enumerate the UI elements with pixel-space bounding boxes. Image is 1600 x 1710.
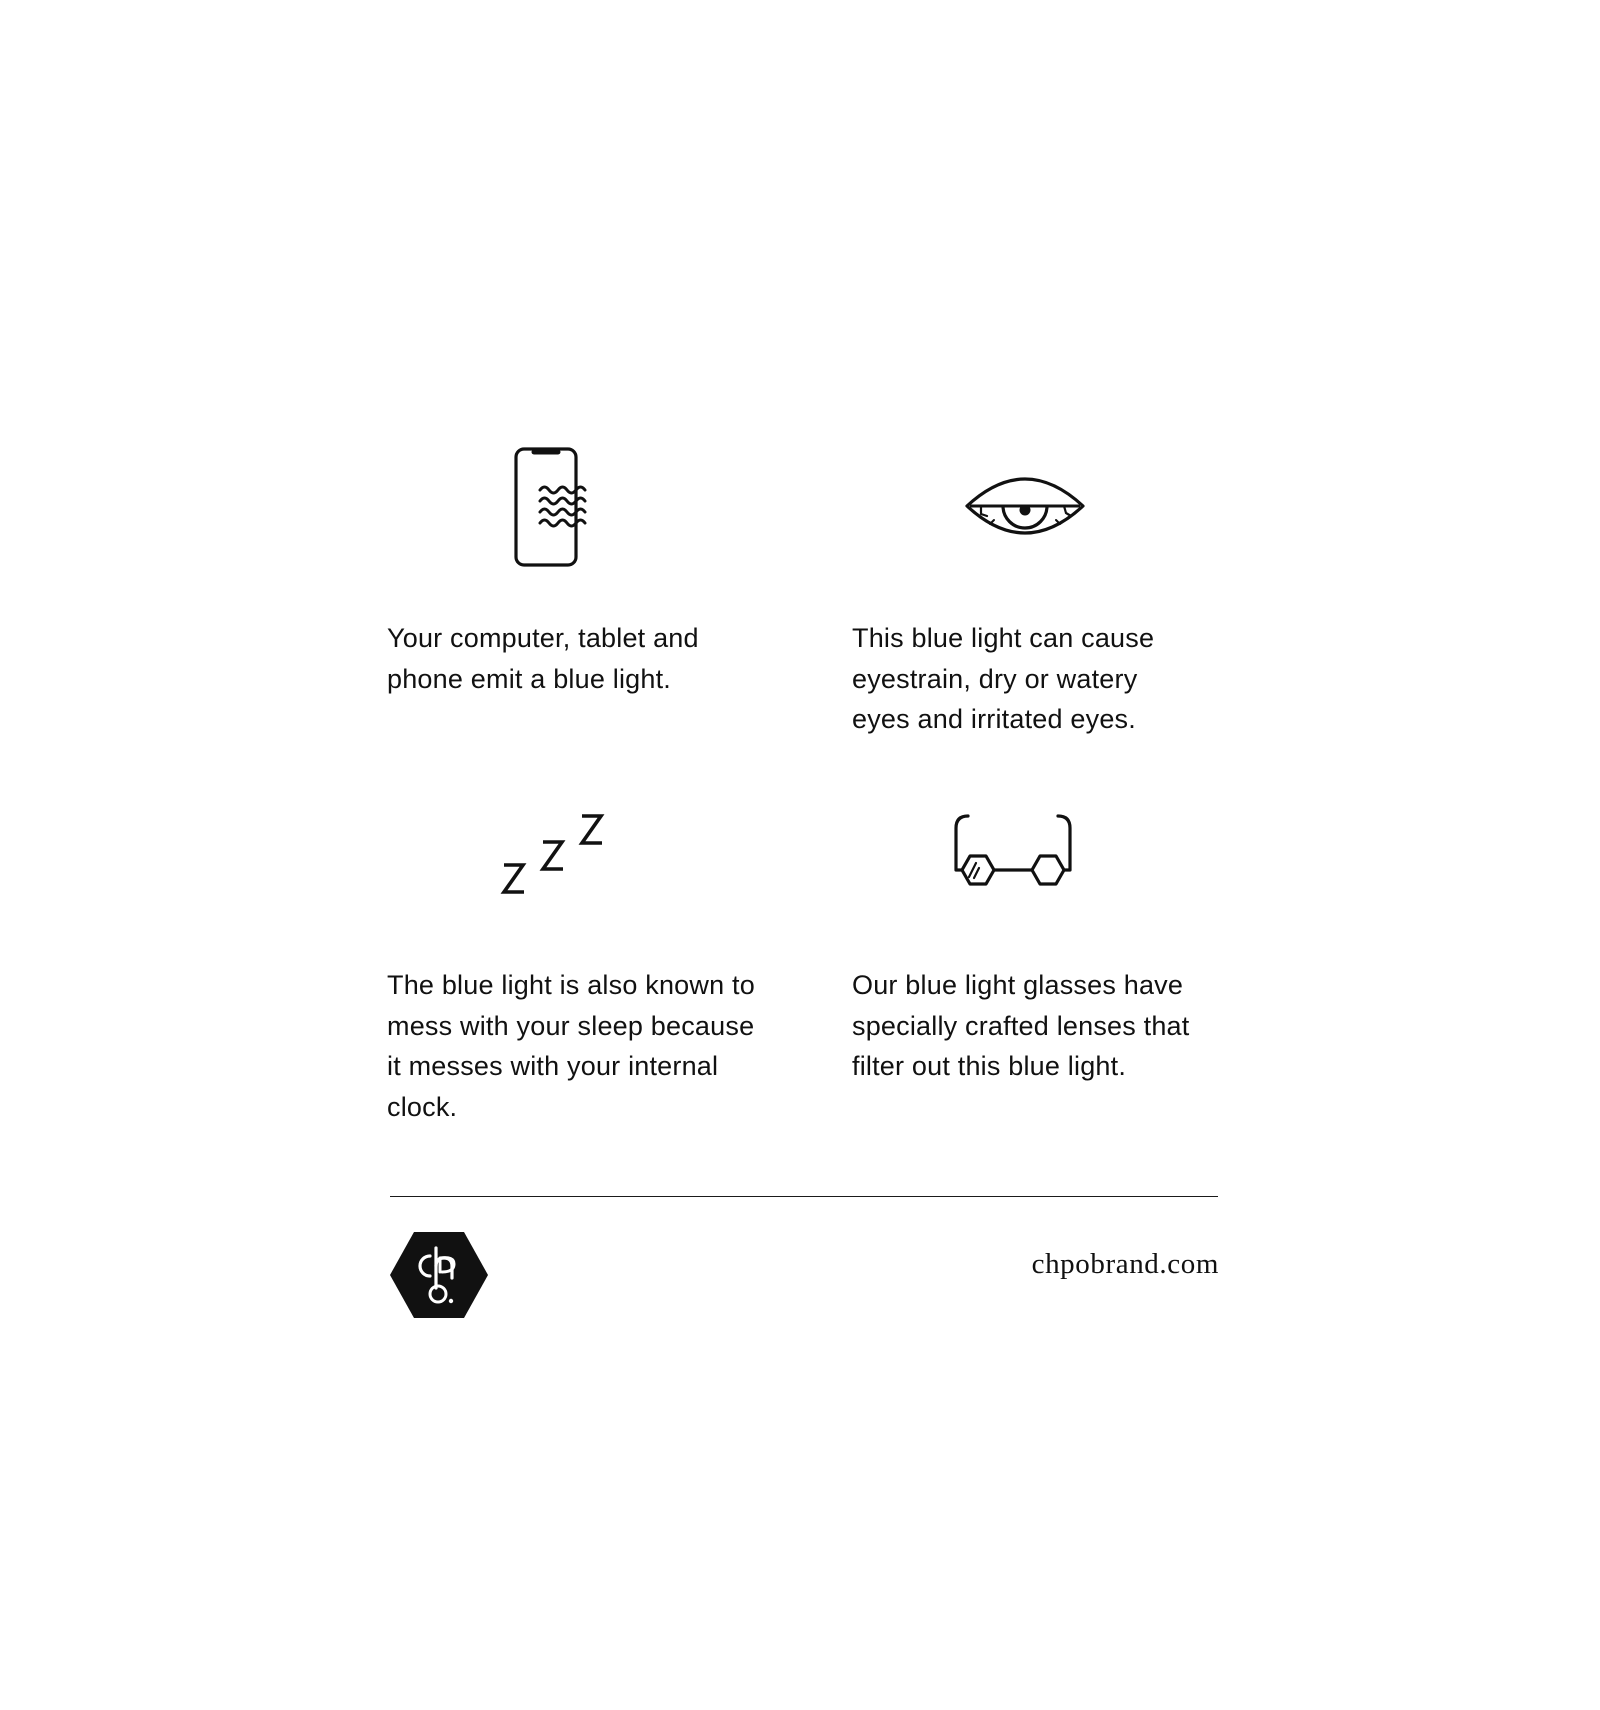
feature-line: eyestrain, dry or watery <box>852 663 1138 694</box>
feature-text-eyestrain <box>852 618 1154 740</box>
feature-line: mess with your sleep because <box>387 1010 755 1041</box>
feature-line: Your computer, tablet and <box>387 623 699 653</box>
sleep-zzz-icon <box>500 812 610 898</box>
website-url: chpobrand.com <box>1031 1248 1219 1280</box>
feature-line: phone emit a blue light. <box>387 663 671 694</box>
tired-eye-icon <box>964 468 1086 546</box>
feature-line: filter out this blue light. <box>852 1051 1127 1081</box>
footer-divider <box>390 1196 1218 1197</box>
feature-line: This blue light can cause <box>852 623 1155 653</box>
feature-line: it messes with your internal <box>387 1051 719 1081</box>
feature-line: specially crafted lenses that <box>852 1010 1190 1041</box>
glasses-icon <box>950 812 1076 894</box>
feature-text-glasses <box>852 965 1189 1087</box>
feature-line: Our blue light glasses have <box>852 970 1184 1000</box>
feature-line: clock. <box>387 1091 458 1122</box>
feature-text-devices <box>387 618 699 699</box>
feature-text-sleep <box>387 965 755 1127</box>
phone-waves-icon <box>512 446 602 568</box>
feature-line: eyes and irritated eyes. <box>852 704 1136 734</box>
chpo-hexagon-logo-icon <box>390 1232 488 1323</box>
feature-line: The blue light is also known to <box>387 970 755 1000</box>
